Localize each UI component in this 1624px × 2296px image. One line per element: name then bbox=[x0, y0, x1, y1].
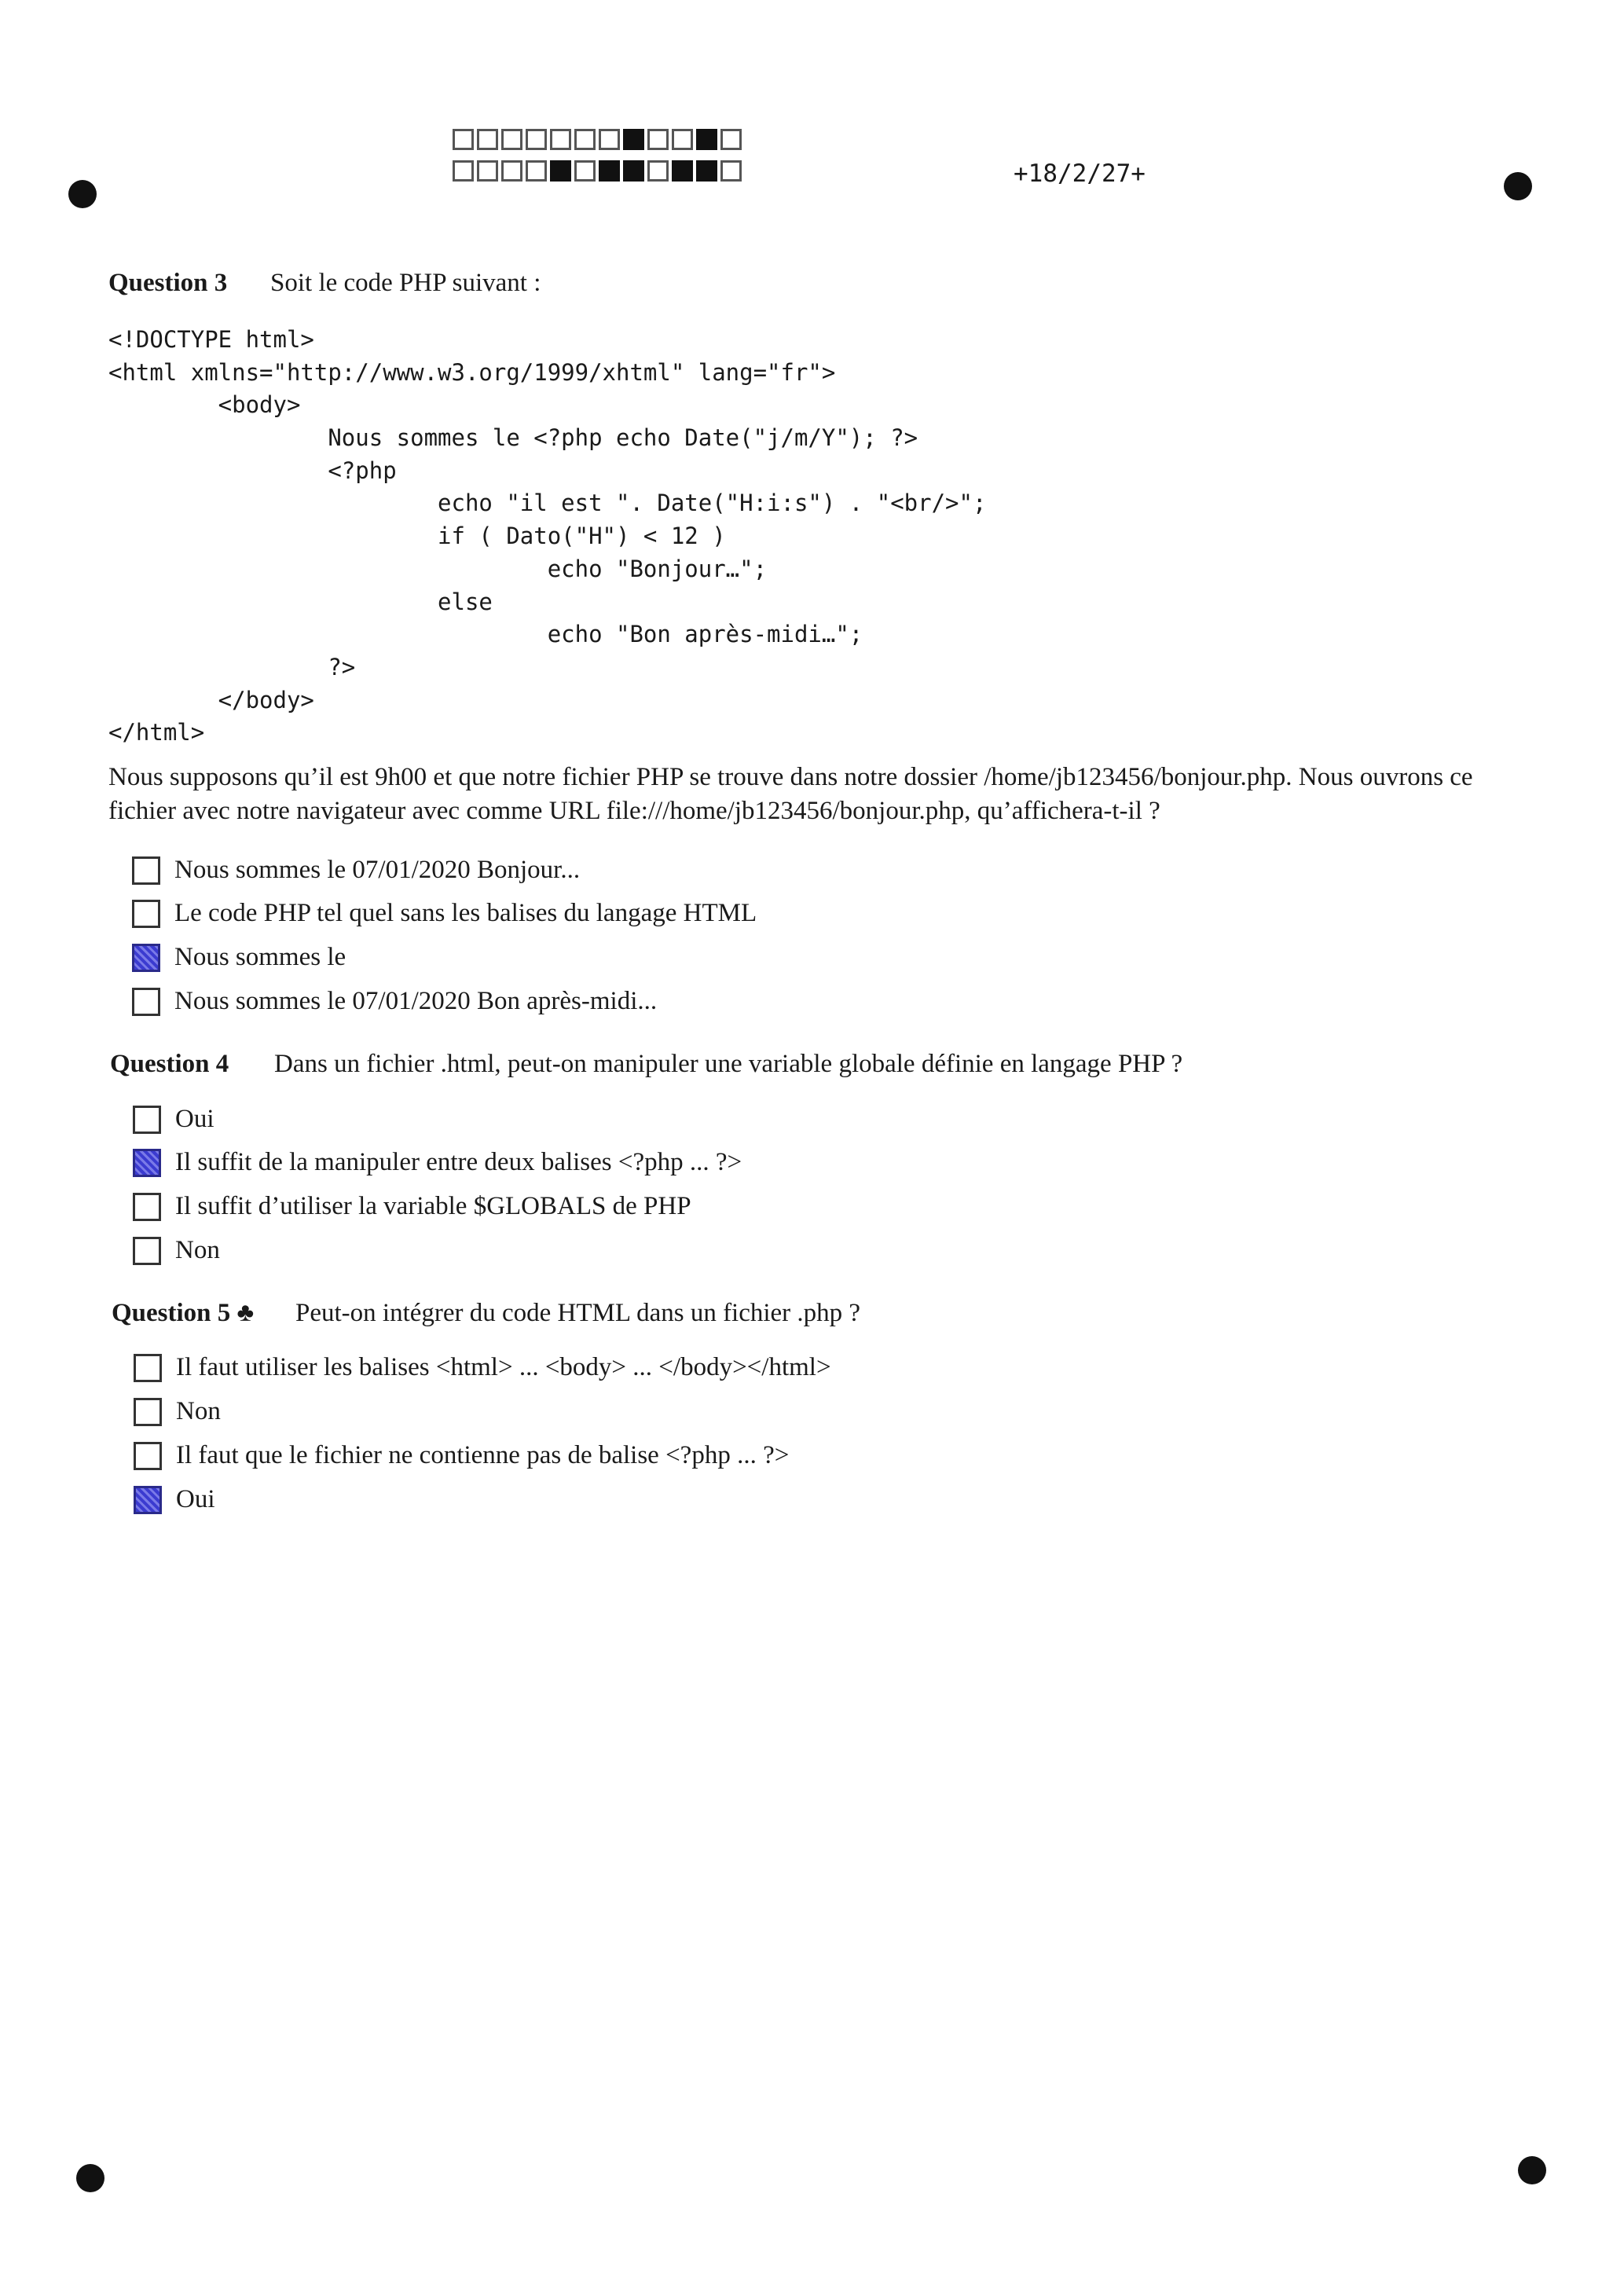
registration-mark-top-right bbox=[1504, 172, 1532, 200]
id-grid-cell bbox=[647, 160, 669, 182]
answer-option[interactable] bbox=[134, 1353, 831, 1382]
answer-label: Non bbox=[175, 1236, 220, 1264]
answer-label: Non bbox=[176, 1397, 221, 1425]
code-line: </body> bbox=[108, 686, 314, 713]
id-grid-row-1 bbox=[453, 129, 745, 150]
code-line: ?> bbox=[108, 653, 356, 680]
answer-label: Oui bbox=[176, 1485, 215, 1513]
id-grid-cell bbox=[526, 160, 547, 182]
id-grid-cell bbox=[477, 160, 498, 182]
answer-option[interactable] bbox=[133, 1236, 220, 1265]
checkbox[interactable] bbox=[132, 988, 160, 1016]
id-grid-cell bbox=[672, 129, 693, 150]
code-line: <!DOCTYPE html> bbox=[108, 326, 314, 353]
answer-option[interactable] bbox=[133, 1105, 214, 1134]
question-number: Question 5 ♣ bbox=[112, 1299, 255, 1327]
checkbox[interactable] bbox=[133, 1106, 161, 1134]
id-grid-cell bbox=[696, 129, 717, 150]
answer-option[interactable] bbox=[134, 1441, 789, 1470]
id-grid-cell bbox=[501, 129, 522, 150]
id-grid-cell bbox=[477, 129, 498, 150]
question-number: Question 4 bbox=[110, 1050, 229, 1078]
id-grid-cell bbox=[550, 129, 571, 150]
question-text: Peut-on intégrer du code HTML dans un fichier .php ? bbox=[295, 1299, 861, 1327]
answer-label: Oui bbox=[175, 1105, 214, 1133]
answer-option[interactable] bbox=[132, 856, 580, 885]
answer-label: Nous sommes le 07/01/2020 Bon après-midi... bbox=[174, 987, 658, 1015]
checkbox[interactable] bbox=[134, 1354, 162, 1382]
id-grid-cell bbox=[672, 160, 693, 182]
answer-label: Il suffit d’utiliser la variable $GLOBALS de PHP bbox=[175, 1192, 691, 1220]
id-grid-cell bbox=[550, 160, 571, 182]
question-5-header bbox=[112, 1299, 861, 1328]
code-line: echo "Bon après-midi…"; bbox=[108, 621, 863, 648]
code-line: </html> bbox=[108, 719, 205, 746]
checkbox[interactable] bbox=[134, 1486, 162, 1514]
answer-option[interactable] bbox=[133, 1148, 742, 1177]
code-line: else bbox=[108, 588, 493, 615]
id-grid-cell bbox=[574, 160, 596, 182]
code-line: echo "il est ". Date("H:i:s") . "<br/>"; bbox=[108, 490, 987, 517]
answer-label: Nous sommes le bbox=[174, 943, 346, 971]
answer-label: Le code PHP tel quel sans les balises du langage HTML bbox=[174, 899, 757, 927]
code-line: <?php bbox=[108, 457, 397, 484]
question-number: Question 3 bbox=[108, 269, 228, 297]
answer-option[interactable] bbox=[132, 943, 346, 972]
id-grid-cell bbox=[720, 129, 742, 150]
question-text: Soit le code PHP suivant : bbox=[270, 269, 541, 297]
question-3-context: Nous supposons qu’il est 9h00 et que notre fichier PHP se trouve dans notre dossier /home/jb123456/bonjour.php. Nous ouvrons ce fichier avec notre navigateur avec comme URL file:///home/jb123456/bonjour.php, qu’affichera-t-il ? bbox=[108, 763, 1473, 825]
id-grid-cell bbox=[501, 160, 522, 182]
registration-mark-bottom-left bbox=[76, 2164, 104, 2192]
checkbox[interactable] bbox=[133, 1193, 161, 1221]
id-grid-cell bbox=[696, 160, 717, 182]
checkbox[interactable] bbox=[134, 1398, 162, 1426]
id-grid-cell bbox=[647, 129, 669, 150]
code-line: <html xmlns="http://www.w3.org/1999/xhtml" lang="fr"> bbox=[108, 358, 836, 386]
checkbox[interactable] bbox=[133, 1149, 161, 1177]
registration-mark-top-left bbox=[68, 180, 97, 208]
id-grid-cell bbox=[623, 129, 644, 150]
id-grid-row-2 bbox=[453, 160, 745, 182]
question-text: Dans un fichier .html, peut-on manipuler une variable globale définie en langage PHP ? bbox=[274, 1050, 1183, 1078]
id-grid-cell bbox=[453, 160, 474, 182]
id-grid-cell bbox=[526, 129, 547, 150]
code-line: echo "Bonjour…"; bbox=[108, 555, 768, 582]
id-grid-cell bbox=[720, 160, 742, 182]
checkbox[interactable] bbox=[133, 1237, 161, 1265]
checkbox[interactable] bbox=[132, 944, 160, 972]
question-3-header bbox=[108, 269, 541, 298]
code-line: <body> bbox=[108, 391, 301, 419]
answer-option[interactable] bbox=[132, 987, 657, 1016]
answer-label: Nous sommes le 07/01/2020 Bonjour... bbox=[174, 856, 581, 884]
answer-label: Il suffit de la manipuler entre deux balises <?php ... ?> bbox=[175, 1148, 742, 1176]
registration-mark-bottom-right bbox=[1518, 2156, 1546, 2184]
code-line: Nous sommes le <?php echo Date("j/m/Y"); ?> bbox=[108, 424, 918, 452]
checkbox[interactable] bbox=[134, 1442, 162, 1470]
question-4-header bbox=[110, 1050, 1183, 1079]
id-grid-cell bbox=[623, 160, 644, 182]
checkbox[interactable] bbox=[132, 900, 160, 928]
id-grid-cell bbox=[599, 129, 620, 150]
answer-label: Il faut que le fichier ne contienne pas de balise <?php ... ?> bbox=[176, 1441, 790, 1469]
checkbox[interactable] bbox=[132, 856, 160, 885]
id-grid-cell bbox=[574, 129, 596, 150]
answer-option[interactable] bbox=[134, 1397, 221, 1426]
page-id: +18/2/27+ bbox=[1014, 160, 1146, 188]
answer-option[interactable] bbox=[132, 899, 757, 928]
answer-label: Il faut utiliser les balises <html> ... <body> ... </body></html> bbox=[176, 1353, 831, 1381]
answer-option[interactable] bbox=[133, 1192, 691, 1221]
code-line: if ( Dato("H") < 12 ) bbox=[108, 523, 726, 550]
id-grid-cell bbox=[453, 129, 474, 150]
php-code-block bbox=[108, 324, 986, 750]
id-grid-cell bbox=[599, 160, 620, 182]
answer-option[interactable] bbox=[134, 1485, 215, 1514]
